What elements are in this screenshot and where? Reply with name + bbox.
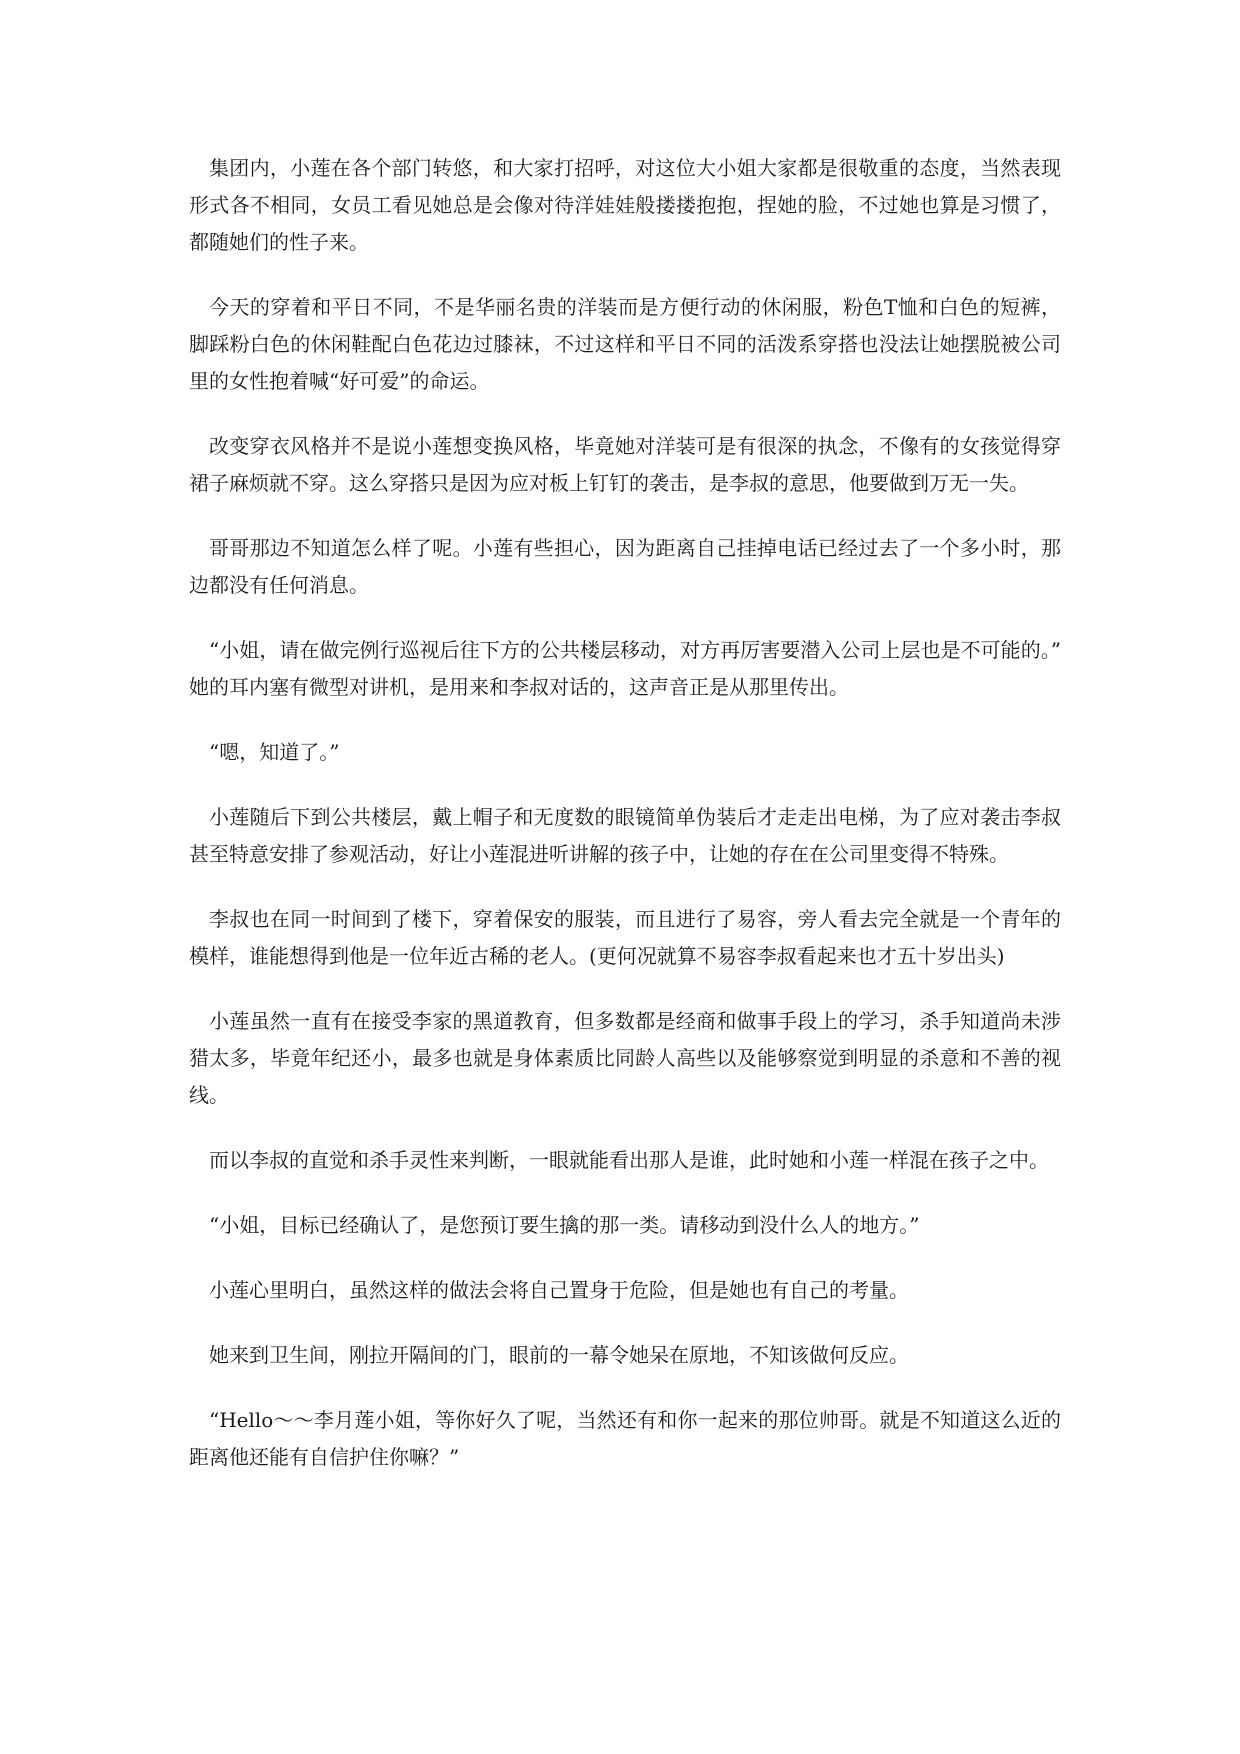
paragraph-5: “小姐，请在做完例行巡视后往下方的公共楼层移动，对方再厉害要潜入公司上层也是不可能的。” 她的耳内塞有微型对讲机，是用来和李叔对话的，这声音正是从那里传出。: [189, 638, 1061, 699]
paragraph-4: 哥哥那边不知道怎么样了呢。小莲有些担心，因为距离自己挂掉电话已经过去了一个多小时，那边都没有任何消息。: [189, 536, 1061, 597]
document-body: [189, 150, 1061, 1504]
paragraph-1: 集团内，小莲在各个部门转悠，和大家打招呼，对这位大小姐大家都是很敬重的态度，当然表现形式各不相同，女员工看见她总是会像对待洋娃娃般搂搂抱抱，捏她的脸，不过她也算是习惯了，都随她们的性子来。: [189, 156, 1061, 254]
paragraph-10: 而以李叔的直觉和杀手灵性来判断，一眼就能看出那人是谁，此时她和小莲一样混在孩子之中。: [209, 1148, 1049, 1172]
paragraph-6: “嗯，知道了。”: [209, 740, 340, 764]
paragraph-2: 今天的穿着和平日不同，不是华丽名贵的洋装而是方便行动的休闲服，粉色T恤和白色的短裤，脚踩粉白色的休闲鞋配白色花边过膝袜，不过这样和平日不同的活泼系穿搭也没法让她摆脱被公司里的女性抱着喊“好可爱”的命运。: [189, 295, 1061, 393]
paragraph-8: 李叔也在同一时间到了楼下，穿着保安的服装，而且进行了易容，旁人看去完全就是一个青年的模样，谁能想得到他是一位年近古稀的老人。(更何况就算不易容李叔看起来也才五十岁出头): [189, 907, 1061, 968]
paragraph-13: 她来到卫生间，刚拉开隔间的门，眼前的一幕令她呆在原地，不知该做何反应。: [209, 1343, 909, 1367]
paragraph-3: 改变穿衣风格并不是说小莲想变换风格，毕竟她对洋装可是有很深的执念，不像有的女孩觉得穿裙子麻烦就不穿。这么穿搭只是因为应对板上钉钉的袭击，是李叔的意思，他要做到万无一失。: [189, 434, 1061, 495]
paragraph-12: 小莲心里明白，虽然这样的做法会将自己置身于危险，但是她也有自己的考量。: [209, 1278, 909, 1302]
paragraph-7: 小莲随后下到公共楼层，戴上帽子和无度数的眼镜简单伪装后才走走出电梯，为了应对袭击李叔甚至特意安排了参观活动，好让小莲混进听讲解的孩子中，让她的存在在公司里变得不特殊。: [189, 805, 1061, 866]
paragraph-14: “Hello～～李月莲小姐，等你好久了呢，当然还有和你一起来的那位帅哥。就是不知道这么近的距离他还能有自信护住你嘛？”: [189, 1408, 1061, 1469]
paragraph-11: “小姐，目标已经确认了，是您预订要生擒的那一类。请移动到没什么人的地方。”: [209, 1213, 920, 1237]
paragraph-9: 小莲虽然一直有在接受李家的黑道教育，但多数都是经商和做事手段上的学习，杀手知道尚未涉猎太多，毕竟年纪还小，最多也就是身体素质比同龄人高些以及能够察觉到明显的杀意和不善的视线。: [189, 1009, 1061, 1107]
